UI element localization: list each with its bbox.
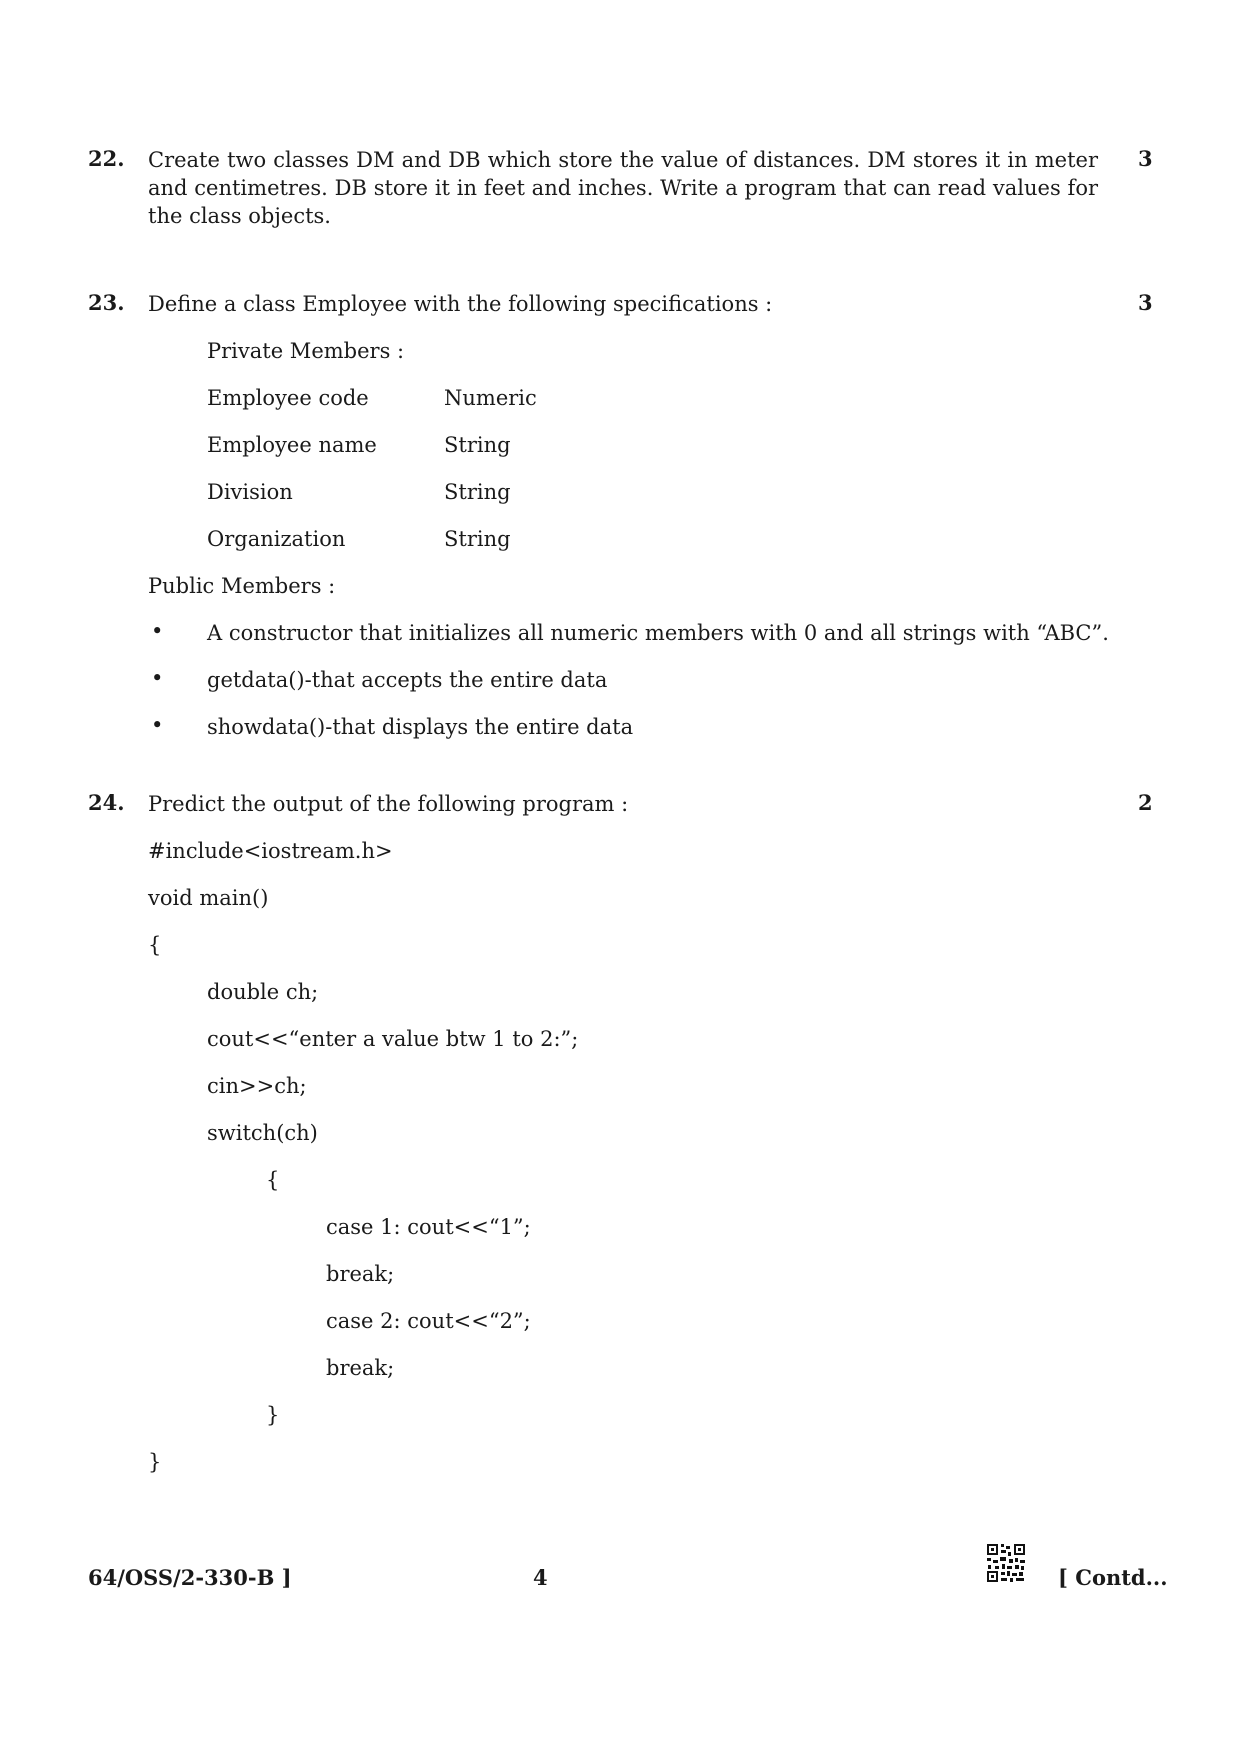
qr-code-icon [986,1543,1026,1583]
code-line: case 2: cout<<“2”; [326,1309,531,1333]
member-type: Numeric [444,386,537,410]
question-number: 22. [88,146,125,171]
code-line: { [266,1168,280,1192]
code-line: void main() [148,886,269,910]
member-type: String [444,480,511,504]
public-member-item: A constructor that initializes all numeric members with 0 and all strings with “ABC”. [207,621,1109,645]
contd-label: [ Contd... [1058,1565,1168,1590]
code-line: break; [326,1262,395,1286]
code-line: } [266,1403,280,1427]
public-member-item: getdata()-that accepts the entire data [207,668,608,692]
member-type: String [444,527,511,551]
bullet-icon: • [151,666,164,690]
bullet-icon: • [151,713,164,737]
member-type: String [444,433,511,457]
question-number: 24. [88,790,125,815]
bullet-icon: • [151,619,164,643]
question-marks: 3 [1138,290,1153,315]
member-name: Organization [207,527,346,551]
question-text: Predict the output of the following program : [148,792,629,816]
public-members-heading: Public Members : [148,574,336,598]
code-line: break; [326,1356,395,1380]
member-name: Division [207,480,293,504]
page-number: 4 [533,1565,548,1590]
code-line: case 1: cout<<“1”; [326,1215,531,1239]
private-members-heading: Private Members : [207,339,405,363]
question-text: Define a class Employee with the following specifications : [148,292,773,316]
question-text: Create two classes DM and DB which store the value of distances. DM stores it in meter and centimetres. DB store it in feet and inches. Write a program that can read values for the class objects. [148,148,1098,228]
code-line: { [148,933,162,957]
code-line: cin>>ch; [207,1074,307,1098]
member-name: Employee name [207,433,377,457]
public-member-item: showdata()-that displays the entire data [207,715,634,739]
code-line: double ch; [207,980,319,1004]
question-marks: 2 [1138,790,1153,815]
question-number: 23. [88,290,125,315]
paper-code: 64/OSS/2-330-B ] [88,1565,292,1590]
member-name: Employee code [207,386,369,410]
code-line: #include<iostream.h> [148,839,393,863]
code-line: switch(ch) [207,1121,318,1145]
code-line: cout<<“enter a value btw 1 to 2:”; [207,1027,579,1051]
question-marks: 3 [1138,146,1153,171]
code-line: } [148,1450,162,1474]
